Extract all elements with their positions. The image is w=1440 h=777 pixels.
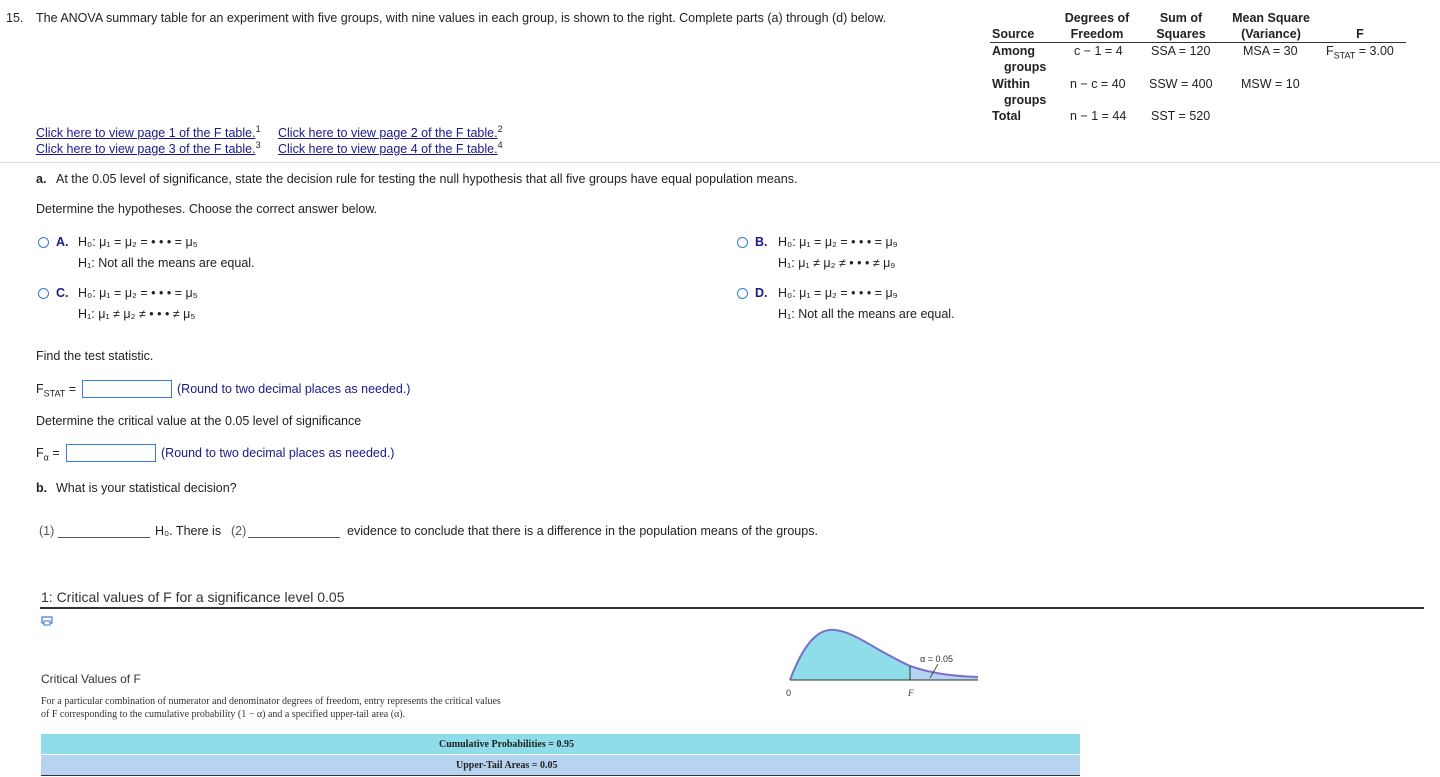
f-distribution-curve <box>780 620 990 705</box>
panel-title: 1: Critical values of F for a significance level 0.05 <box>41 589 345 605</box>
blank-1-label: (1) <box>39 524 55 538</box>
option-b-h0: H₀: μ₁ = μ₂ = • • • = μ₉ <box>778 235 898 249</box>
find-test-statistic: Find the test statistic. <box>36 349 154 363</box>
part-b-text: What is your statistical decision? <box>56 481 237 495</box>
falpha-round-note: (Round to two decimal places as needed.) <box>161 446 395 460</box>
blank-2-label: (2) <box>231 524 247 538</box>
evidence-dropdown-2[interactable] <box>248 537 340 538</box>
header-ms-2: (Variance) <box>1241 27 1301 41</box>
option-d-letter: D. <box>755 286 768 300</box>
among-df: c − 1 = 4 <box>1074 44 1123 58</box>
panel-description-1: For a particular combination of numerator and denominator degrees of freedom, entry represents the critical values <box>41 696 501 707</box>
header-f: F <box>1356 27 1364 41</box>
row-within-label-2: groups <box>1004 93 1047 107</box>
among-f: $F_{STAT} = 3.00$ <box>1326 44 1394 61</box>
part-a-text: At the 0.05 level of significance, state the decision rule for testing the null hypothesis that all five groups have equal population means. <box>56 172 798 186</box>
question-prompt: The ANOVA summary table for an experiment with five groups, with nine values in each group, is shown to the right. Complete parts (a) through (d) below. <box>36 11 887 25</box>
option-c-letter: C. <box>56 286 69 300</box>
link-f-table-page-2[interactable]: Click here to view page 2 of the F table.$^2$ <box>278 124 503 141</box>
question-number: 15. <box>6 11 24 25</box>
option-b-letter: B. <box>755 235 768 249</box>
part-a-label: a. <box>36 172 47 186</box>
option-a-h1: H₁: Not all the means are equal. <box>78 256 255 270</box>
fstat-round-note: (Round to two decimal places as needed.) <box>177 382 411 396</box>
upper-tail-label: Upper-Tail Areas = 0.05 <box>456 760 558 771</box>
header-df-1: Degrees of <box>1064 11 1130 25</box>
print-icon[interactable] <box>41 615 53 625</box>
option-b-radio[interactable] <box>737 237 748 248</box>
falpha-input[interactable] <box>66 444 156 462</box>
f-axis-label: F <box>908 688 914 698</box>
header-ss-1: Sum of <box>1159 11 1203 25</box>
within-ss: SSW = 400 <box>1149 77 1213 91</box>
total-ss: SST = 520 <box>1151 109 1211 123</box>
option-c-h0: H₀: μ₁ = μ₂ = • • • = μ₅ <box>78 286 198 300</box>
total-df: n − 1 = 44 <box>1070 109 1127 123</box>
header-ss-2: Squares <box>1156 27 1206 41</box>
h0-there-is: H₀. There is <box>155 524 222 538</box>
row-within-label-1: Within <box>992 77 1031 91</box>
option-d-radio[interactable] <box>737 288 748 299</box>
zero-label: 0 <box>786 688 792 698</box>
table-bottom-rule <box>41 775 1080 776</box>
option-d-h0: H₀: μ₁ = μ₂ = • • • = μ₉ <box>778 286 898 300</box>
part-b-label: b. <box>36 481 48 495</box>
fstat-label: $F_{STAT}$ = <box>36 382 77 399</box>
among-ms: MSA = 30 <box>1243 44 1298 58</box>
within-ms: MSW = 10 <box>1241 77 1300 91</box>
option-d-h1: H₁: Not all the means are equal. <box>778 307 955 321</box>
row-among-label-1: Among <box>992 44 1036 58</box>
header-df-2: Freedom <box>1070 27 1124 41</box>
option-a-h0: H₀: μ₁ = μ₂ = • • • = μ₅ <box>78 235 198 249</box>
option-c-h1: H₁: μ₁ ≠ μ₂ ≠ • • • ≠ μ₅ <box>78 307 196 321</box>
within-df: n − c = 40 <box>1070 77 1126 91</box>
among-ss: SSA = 120 <box>1151 44 1211 58</box>
cumulative-prob-label: Cumulative Probabilities = 0.95 <box>439 739 574 750</box>
hypotheses-prompt: Determine the hypotheses. Choose the correct answer below. <box>36 202 378 216</box>
decision-dropdown-1[interactable] <box>58 537 150 538</box>
upper-tail-bar <box>41 755 1080 775</box>
header-ms-1: Mean Square <box>1232 11 1310 25</box>
link-f-table-page-4[interactable]: Click here to view page 4 of the F table.$^4$ <box>278 140 503 157</box>
panel-divider <box>40 607 1424 609</box>
conclusion-text: evidence to conclude that there is a difference in the population means of the groups. <box>347 524 818 538</box>
row-total-label: Total <box>992 109 1021 123</box>
fstat-input[interactable] <box>82 380 172 398</box>
option-b-h1: H₁: μ₁ ≠ μ₂ ≠ • • • ≠ μ₉ <box>778 256 896 270</box>
option-c-radio[interactable] <box>38 288 49 299</box>
header-source: Source <box>992 27 1035 41</box>
option-a-radio[interactable] <box>38 237 49 248</box>
section-divider <box>0 162 1440 163</box>
alpha-label: α = 0.05 <box>920 654 953 664</box>
panel-description-2: of F corresponding to the cumulative probability (1 − α) and a specified upper-tail area (α). <box>41 709 406 720</box>
option-a-letter: A. <box>56 235 69 249</box>
link-f-table-page-3[interactable]: Click here to view page 3 of the F table.$^3$ <box>36 140 261 157</box>
critical-value-prompt: Determine the critical value at the 0.05 level of significance <box>36 414 362 428</box>
falpha-label: $F_\alpha$ = <box>36 446 60 463</box>
link-f-table-page-1[interactable]: Click here to view page 1 of the F table.$^1$ <box>36 124 261 141</box>
critical-values-heading: Critical Values of F <box>41 672 141 686</box>
row-among-label-2: groups <box>1004 60 1047 74</box>
